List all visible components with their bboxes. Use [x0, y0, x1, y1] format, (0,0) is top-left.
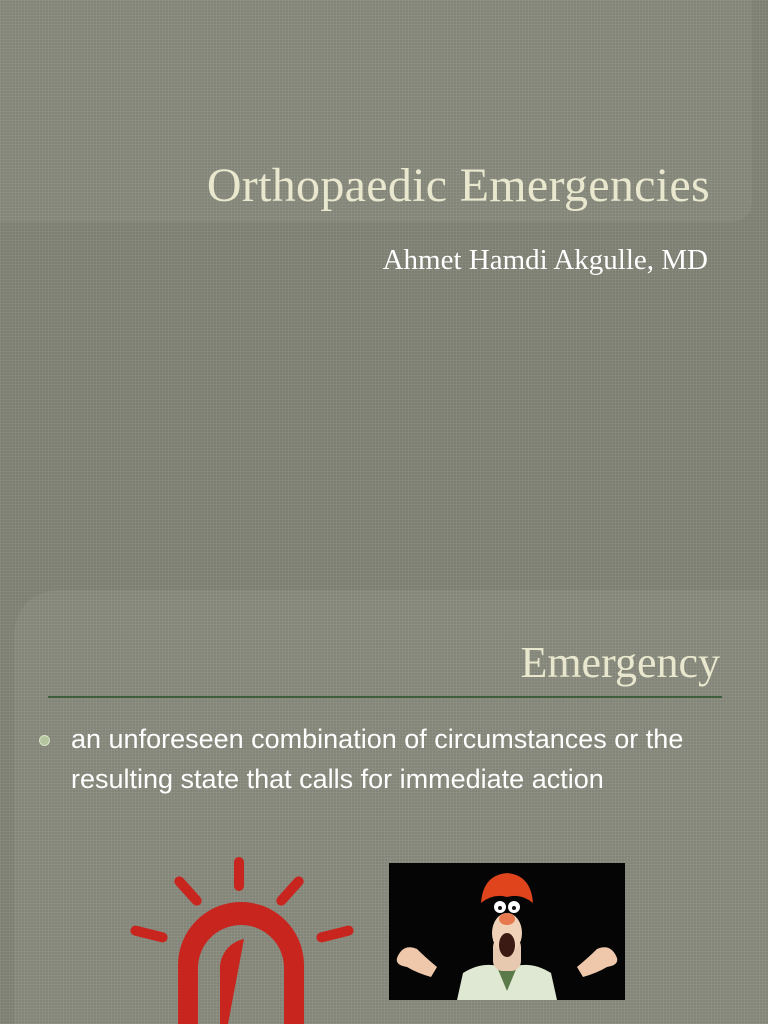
slide-subtitle: Ahmet Hamdi Akgulle, MD: [382, 244, 708, 276]
emergency-siren-icon: [124, 853, 360, 1024]
content-slide: [0, 585, 768, 1024]
slide-title: Orthopaedic Emergencies: [206, 159, 710, 212]
slide-heading: Emergency: [520, 638, 720, 687]
heading-divider: [48, 696, 722, 698]
muppet-photo: [389, 863, 625, 1000]
bullet-item: an unforeseen combination of circumstances or the resulting state that calls for immediate action: [71, 724, 684, 794]
bullet-icon: [39, 735, 50, 746]
